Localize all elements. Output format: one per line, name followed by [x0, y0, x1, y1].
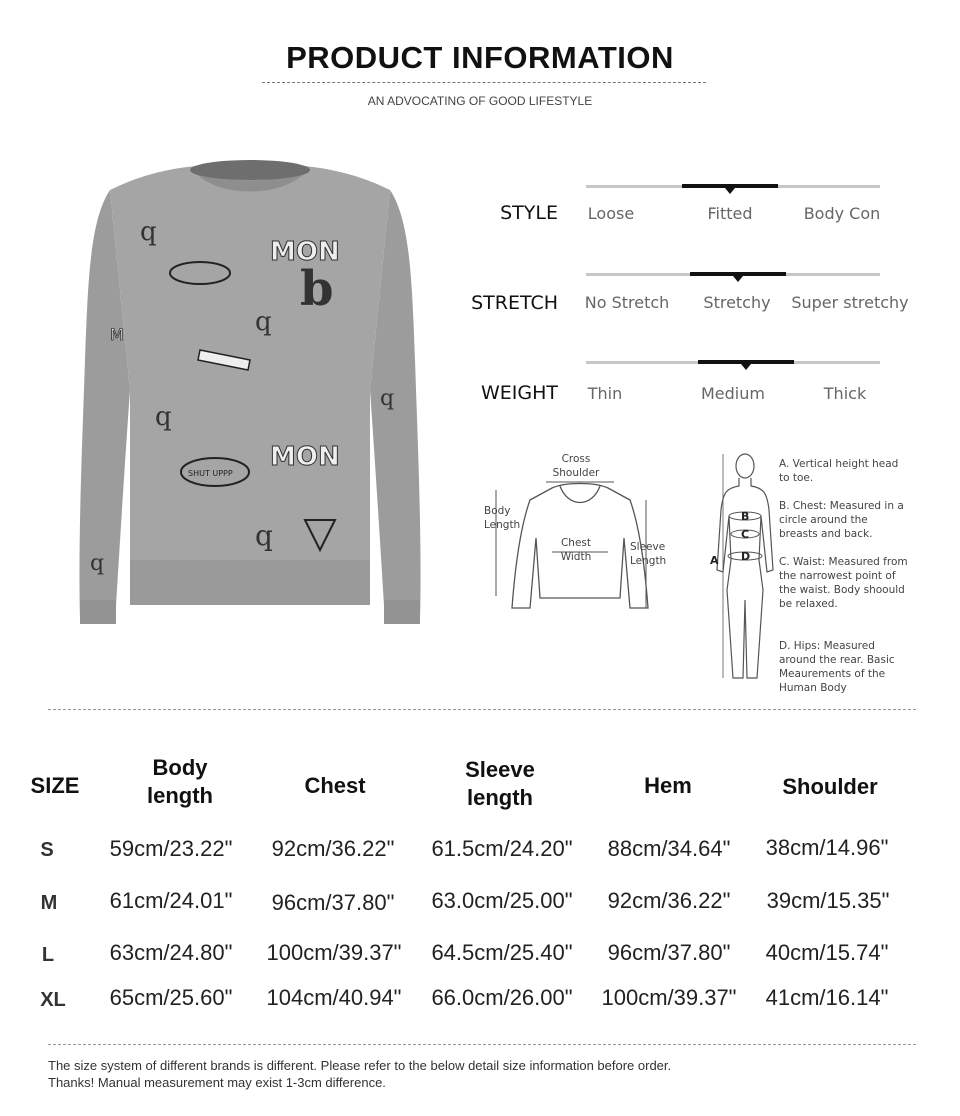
scale-bar [586, 361, 880, 364]
page-title: PRODUCT INFORMATION [286, 40, 674, 75]
marker-b: B [741, 510, 750, 523]
svg-text:q: q [380, 386, 395, 411]
section-divider [48, 709, 916, 710]
table-cell: 63cm/24.80" [109, 940, 233, 965]
table-cell: 100cm/39.37" [601, 985, 737, 1010]
svg-text:q: q [255, 519, 273, 552]
table-cell: 64.5cm/25.40" [431, 940, 573, 965]
size-cell: M [40, 892, 58, 914]
table-header: Shoulder [782, 774, 878, 799]
table-header: Hem [644, 773, 692, 798]
size-cell: S [40, 839, 54, 861]
table-cell: 92cm/36.22" [607, 888, 731, 913]
product-image [70, 160, 430, 640]
table-header: Sleeve length [465, 757, 535, 810]
footer-note-1: The size system of different brands is different. Please refer to the below detail size information before order. [48, 1058, 672, 1073]
table-cell: 61cm/24.01" [109, 888, 233, 913]
table-header: Body length [147, 755, 213, 808]
table-header: Chest [304, 773, 366, 798]
table-header: SIZE [30, 773, 80, 798]
table-cell: 88cm/34.64" [607, 836, 731, 861]
svg-text:q: q [255, 307, 272, 337]
option-thin: Thin [587, 384, 623, 403]
marker-a: A [710, 554, 719, 567]
option-fitted: Fitted [707, 204, 753, 223]
svg-text:q: q [90, 551, 105, 576]
table-cell: 96cm/37.80" [271, 890, 395, 915]
body-note-b: B. Chest: Measured in a circle around the breasts and back. [779, 500, 904, 540]
table-cell: 59cm/23.22" [109, 836, 233, 861]
sleeve-length-label: Sleeve Length [630, 541, 667, 567]
option-loose: Loose [587, 204, 635, 223]
scale-caret-icon [725, 188, 735, 194]
table-cell: 40cm/15.74" [765, 940, 889, 965]
table-cell: 100cm/39.37" [266, 940, 402, 965]
size-cell: XL [40, 989, 66, 1011]
option-thick: Thick [823, 384, 867, 403]
body-note-a: A. Vertical height head to toe. [779, 458, 899, 484]
table-cell: 104cm/40.94" [266, 985, 402, 1010]
table-cell: 41cm/16.14" [765, 985, 889, 1010]
table-cell: 66.0cm/26.00" [431, 985, 573, 1010]
svg-text:b: b [300, 261, 334, 317]
body-figure-diagram [705, 450, 785, 685]
option-medium: Medium [701, 384, 765, 403]
table-cell: 65cm/25.60" [109, 985, 233, 1010]
print-text: SHUT UPPP [188, 469, 233, 478]
size-cell: L [41, 944, 55, 966]
table-cell: 92cm/36.22" [271, 836, 395, 861]
option-stretchy: Stretchy [703, 293, 771, 312]
title-divider [262, 82, 706, 83]
chest-width-label: Chest Width [560, 537, 592, 563]
table-cell: 61.5cm/24.20" [431, 836, 573, 861]
scale-caret-icon [733, 276, 743, 282]
cross-shoulder-label: Cross Shoulder [552, 453, 600, 479]
footer-divider [48, 1044, 916, 1045]
attribute-label: STYLE [500, 202, 558, 224]
option-body-con: Body Con [803, 204, 881, 223]
svg-text:M: M [110, 325, 124, 344]
table-cell: 96cm/37.80" [607, 940, 731, 965]
option-no-stretch: No Stretch [584, 293, 670, 312]
table-cell: 39cm/15.35" [766, 888, 890, 913]
marker-c: C [741, 528, 750, 541]
attribute-label: STRETCH [471, 292, 558, 314]
body-note-d: D. Hips: Measured around the rear. Basic Meaurements of the Human Body [779, 640, 895, 694]
table-cell: 63.0cm/25.00" [431, 888, 573, 913]
svg-text:q: q [140, 217, 157, 247]
page-subtitle: AN ADVOCATING OF GOOD LIFESTYLE [367, 94, 593, 108]
body-note-c: C. Waist: Measured from the narrowest point of the waist. Body shoould be relaxed. [779, 556, 908, 610]
marker-d: D [741, 550, 751, 563]
scale-caret-icon [741, 364, 751, 370]
option-super-stretchy: Super stretchy [791, 293, 909, 312]
attribute-label: WEIGHT [480, 382, 558, 404]
scale-bar [586, 273, 880, 276]
svg-text:q: q [155, 402, 172, 432]
table-cell: 38cm/14.96" [765, 835, 889, 860]
body-length-label: Body Length [484, 505, 521, 531]
print-text: MON [270, 237, 340, 267]
print-text: MON [270, 442, 340, 472]
scale-bar [586, 185, 880, 188]
footer-note-2: Thanks! Manual measurement may exist 1-3cm difference. [48, 1075, 386, 1090]
